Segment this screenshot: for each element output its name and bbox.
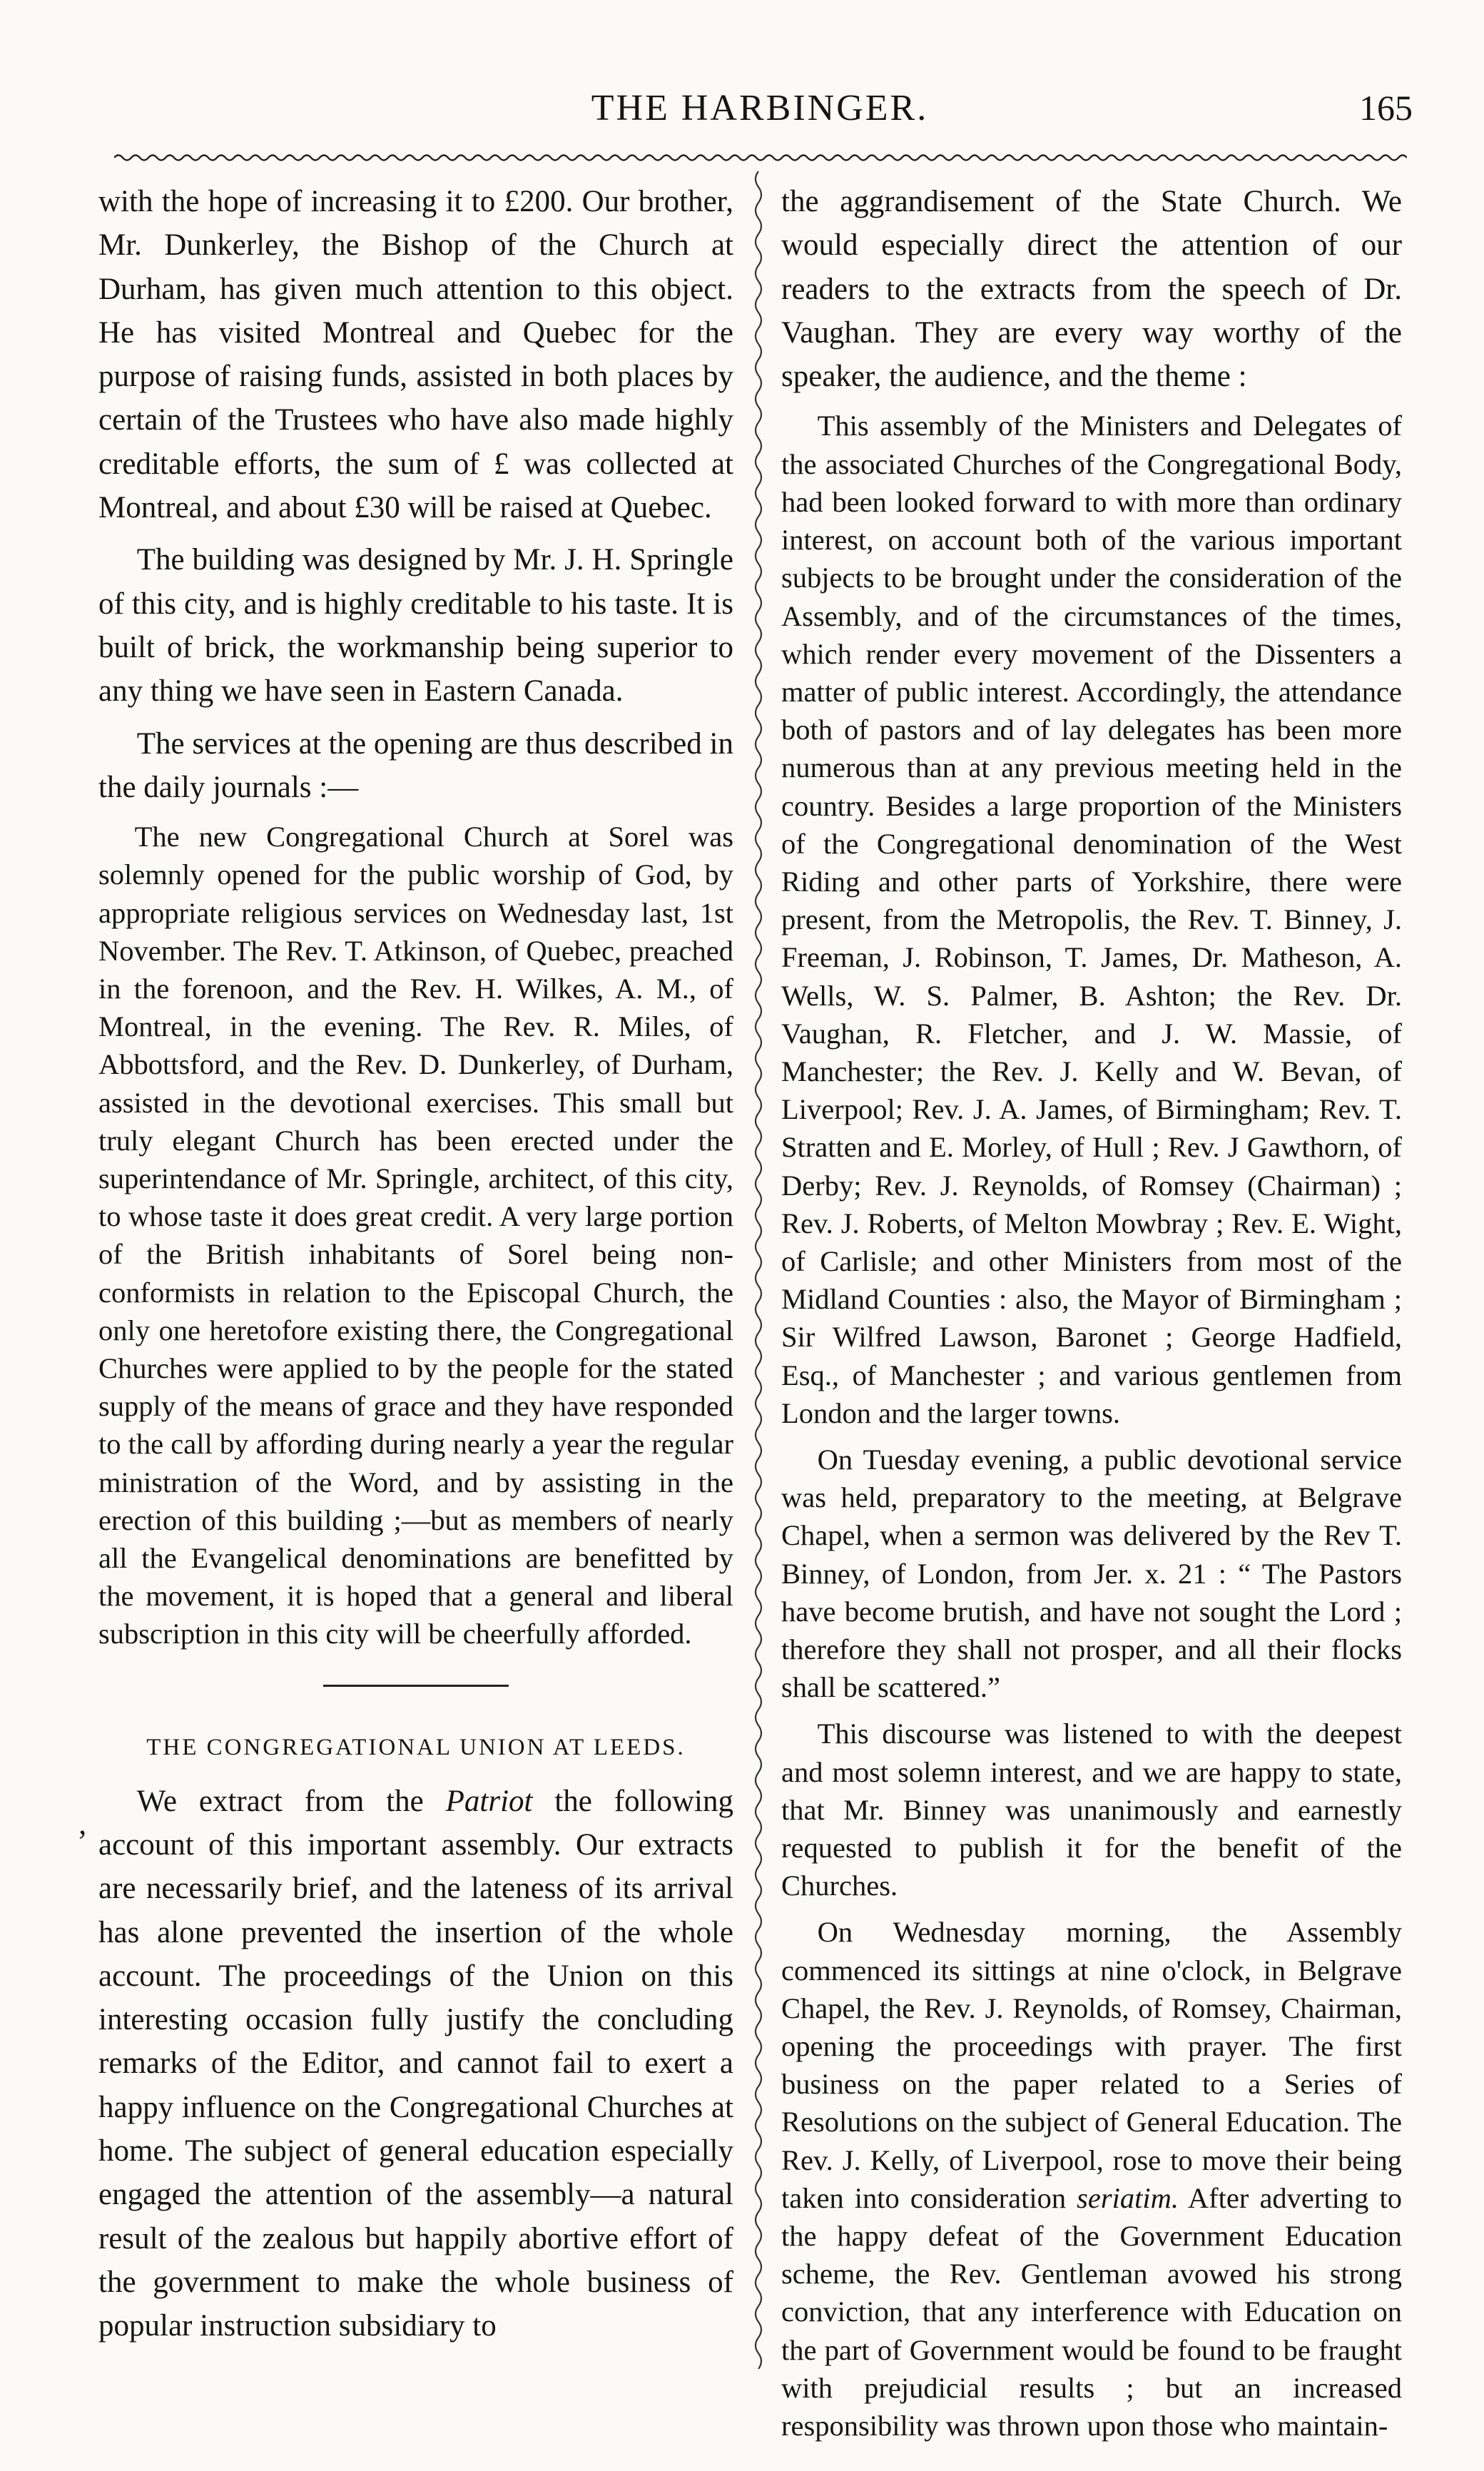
paragraph-services-intro: The services at the opening are thus described in the daily journals :— (98, 726, 733, 804)
union-report (781, 407, 1402, 2445)
wavy-header-rule (114, 151, 1407, 164)
wednesday-text-start: On Wednesday morning, the Assembly commenced its sittings at nine o'clock, in Belgrave Chapel, the Rev. J. Reynolds, of Romsey, Chairman, opening the proceedings with prayer. The first business on the paper related to a Series of Resolutions on the subject of General Education. The Rev. J. Kelly, of Liverpool, rose to move their being taken into consideration (781, 1916, 1402, 2214)
section-divider-rule (323, 1685, 509, 1687)
section-heading: THE CONGREGATIONAL UNION AT LEEDS. (146, 1734, 686, 1760)
paragraph-wednesday-session (781, 1913, 1402, 2445)
patriot-title: Patriot (445, 1784, 533, 1818)
paragraph-building-design: The building was designed by Mr. J. H. Springle of this city, and is highly creditable to his taste. It is built of brick, the workmanship being superior to any thing we have seen in Eastern Canada. (98, 543, 733, 709)
margin-mark: ʼ (77, 1824, 88, 1859)
paragraph-state-church: the aggrandisement of the State Church. We would especially direct the attention of our readers to the extracts from the speech of Dr. Vaughan. They are every way worthy of the speaker, the audience, and the theme : (781, 185, 1402, 394)
paragraph-journal-quote: The new Congregational Church at Sorel was solemnly opened for the public worship of God, by appropriate religious services on Wednesday last, 1st November. The Rev. T. Atkinson, of Quebec, preached in the forenoon, and the Rev. H. Wilkes, A. M., of Montreal, in the evening. The Rev. R. Miles, of Abbottsford, and the Rev. D. Dunkerley, of Durham, assisted in the devotional exercises. This small but truly elegant Church has been erected under the superintendance of Mr. Springle, architect, of this city, to whose taste it does great credit. A very large portion of the British inhabitants of Sorel being non-conformists in relation to the Episcopal Church, the only one heretofore existing there, the Congregational Churches were applied to by the people for the stated supply of the means of grace and they have responded to the call by affording during nearly a year the regular ministration of the Word, and by assisting in the erection of this building ;—but as members of nearly all the Evangelical denominations are benefitted by the movement, it is hoped that a general and liberal subscription in this city will be cheerfully afforded. (98, 821, 733, 1650)
paragraph-church-funds: with the hope of increasing it to £200. Our brother, Mr. Dunkerley, the Bishop of the Church at Durham, has given much attention to this object. He has visited Montreal and Quebec for the purpose of raising funds, assisted in both places by certain of the Trustees who have also made highly creditable efforts, the sum of £ was collected at Montreal, and about £30 will be raised at Quebec. (98, 185, 733, 525)
column-divider-wavy (749, 171, 768, 2369)
paragraph-tuesday-service: On Tuesday evening, a public devotional service was held, preparatory to the meeting, at Belgrave Chapel, when a sermon was delivered by the Rev T. Binney, of London, from Jer. x. 21 : “ The Pastors have become brutish, and have not sought the Lord ; therefore they shall not prosper, and all their flocks shall be scattered.” (781, 1443, 1402, 1704)
running-title: THE HARBINGER. (591, 88, 929, 128)
right-column (781, 180, 1402, 2445)
left-column (98, 180, 733, 2348)
page-header (107, 83, 1413, 143)
paragraph-assembly-attendance: This assembly of the Ministers and Delegates of the associated Churches of the Congregational Body, had been looked forward to with more than ordinary interest, on account both of the various important subjects to be brought under the consideration of the Assembly, and of the circumstances of the times, which render every movement of the Dissenters a matter of public interest. Accordingly, the attendance both of pastors and of lay delegates has been more numerous than at any previous meeting held in the country. Besides a large proportion of the Ministers of the Congregational denomination of the West Riding and other parts of Yorkshire, there were present, from the Metropolis, the Rev. T. Binney, J. Freeman, J. Robinson, T. James, Dr. Matheson, A. Wells, W. S. Palmer, B. Ashton; the Rev. Dr. Vaughan, R. Fletcher, and J. W. Massie, of Manchester; the Rev. J. Kelly and W. Bevan, of Liverpool; Rev. J. A. James, of Birmingham; Rev. T. Stratten and E. Morley, of Hull ; Rev. J Gawthorn, of Derby; Rev. J. Reynolds, of Romsey (Chairman) ; Rev. J. Roberts, of Melton Mowbray ; Rev. E. Wight, of Carlisle; and other Ministers from most of the Midland Counties : also, the Mayor of Birmingham ; Sir Wilfred Lawson, Baronet ; George Hadfield, Esq., of Manchester ; and various gentlemen from London and the larger towns. (781, 410, 1402, 1429)
paragraph-extract-intro (98, 1780, 733, 2348)
page-number: 165 (1359, 88, 1413, 128)
seriatim-word: seriatim. (1077, 2181, 1179, 2214)
extract-text-end: the following account of this important assembly. Our extracts are necessarily brief, and the lateness of its arrival has alone prevented the insertion of the whole account. The proceedings of the Union on this interesting occasion fully justify the concluding remarks of the Editor, and cannot fail to exert a happy influence on the Congregational Churches at home. The subject of general education especially engaged the attention of the assembly—a natural result of the zealous but happily abortive effort of the government to make the whole business of popular instruction subsidiary to (98, 1784, 733, 2343)
wednesday-text-end: After adverting to the happy defeat of the Government Education scheme, the Rev. Gentleman avowed his strong conviction, that any interference with Education on the part of Government would be found to be fraught with prejudicial results ; but an increased responsibility was thrown upon those who maintain- (781, 2181, 1402, 2442)
paragraph-discourse: This discourse was listened to with the deepest and most solemn interest, and we are happy to state, that Mr. Binney was unanimously and earnestly requested to publish it for the benefit of the Churches. (781, 1717, 1402, 1902)
extract-text-start: We extract from the (136, 1784, 446, 1818)
